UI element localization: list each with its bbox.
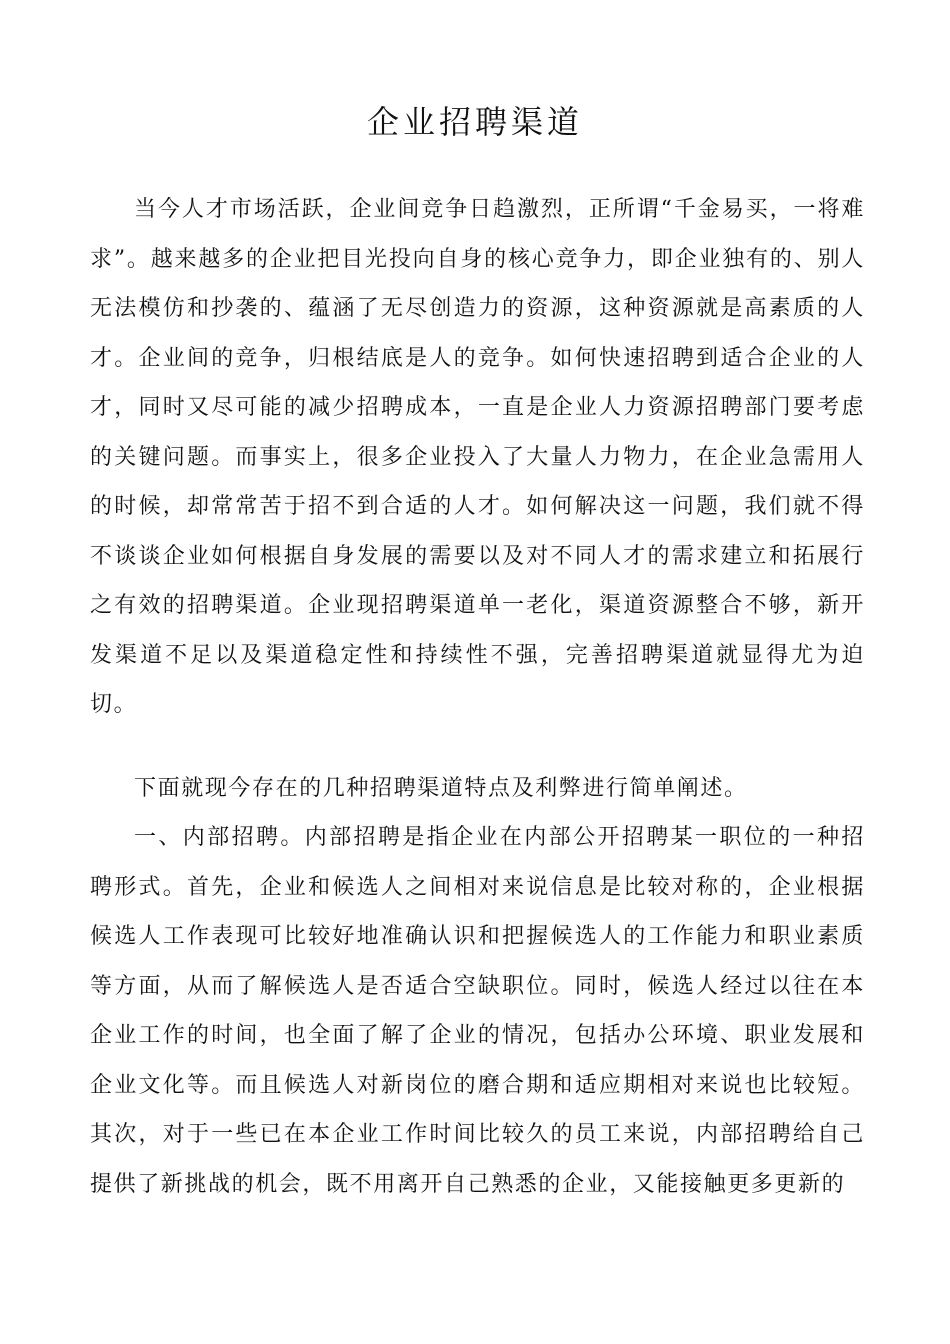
paragraph-overview: 下面就现今存在的几种招聘渠道特点及利弊进行简单阐述。 [134, 775, 748, 801]
paragraph-intro: 当今人才市场活跃，企业间竞争日趋激烈，正所谓“千金易买，一将难求”。越来越多的企业把目光投向自身的核心竞争力，即企业独有的、别人无法模仿和抄袭的、蕴涵了无尽创造力的资源，这种资源就是高素质的人才。企业间的竞争，归根结底是人的竞争。如何快速招聘到适合企业的人才，同时又尽可能的减少招聘成本，一直是企业人力资源招聘部门要考虑的关键问题。而事实上，很多企业投入了大量人力物力，在企业急需用人的时候，却常常苦于招不到合适的人才。如何解决这一问题，我们就不得不谈谈企业如何根据自身发展的需要以及对不同人才的需求建立和拓展行之有效的招聘渠道。企业现招聘渠道单一老化，渠道资源整合不够，新开发渠道不足以及渠道稳定性和持续性不强，完善招聘渠道就显得尤为迫切。 [90, 197, 865, 717]
document-body [90, 185, 865, 1209]
document-title: 企业招聘渠道 [366, 103, 583, 141]
paragraph-internal-recruitment: 一、内部招聘。内部招聘是指企业在内部公开招聘某一职位的一种招聘形式。首先，企业和候选人之间相对来说信息是比较对称的，企业根据候选人工作表现可比较好地准确认识和把握候选人的工作能力和职业素质等方面，从而了解候选人是否适合空缺职位。同时，候选人经过以往在本企业工作的时间，也全面了解了企业的情况，包括办公环境、职业发展和企业文化等。而且候选人对新岗位的磨合期和适应期相对来说也比较短。其次，对于一些已在本企业工作时间比较久的员工来说，内部招聘给自己提供了新挑战的机会，既不用离开自己熟悉的企业，又能接触更多更新的 [90, 825, 865, 1197]
